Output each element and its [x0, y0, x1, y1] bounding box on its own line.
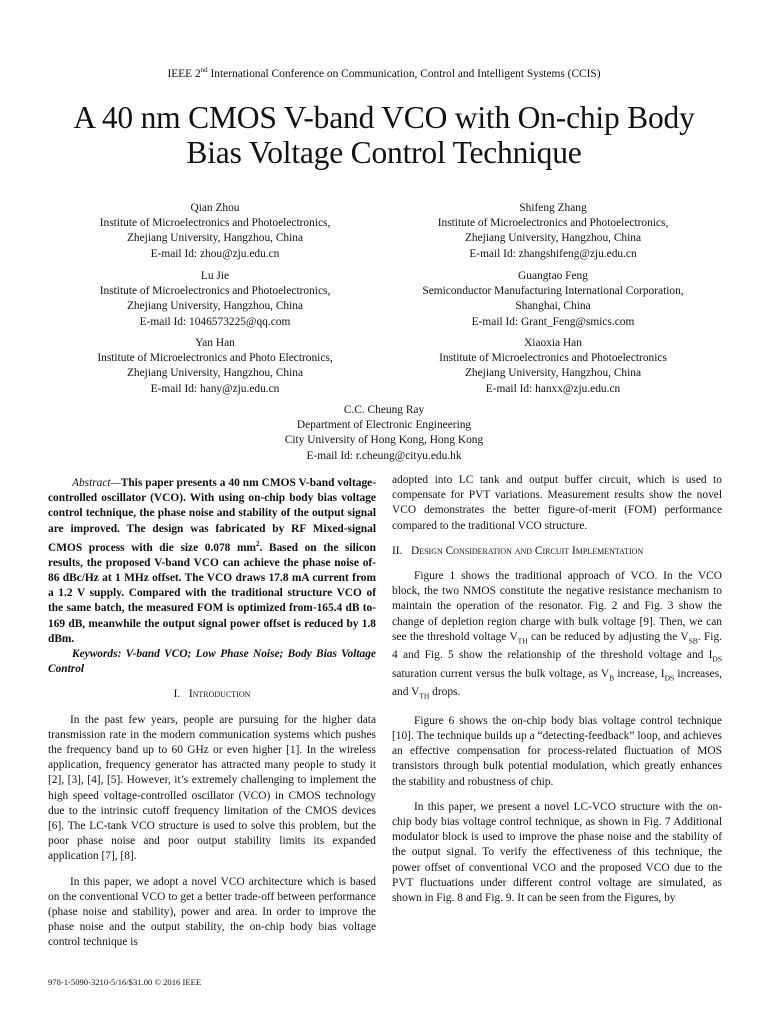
abstract: Abstract—This paper presents a 40 nm CMOS V-band voltage-controlled oscillator (VCO). With using on-chip body bias voltage control technique, the phase noise and stability of the output signal are improved. The design was fabricated by RF Mixed-signal CMOS process with die size 0.078 $mm^2$. Based on the silicon results, the proposed V-band VCO can achieve the phase noise of-86 dBc/Hz at 1 MHz offset. The VCO draws 17.8 mA current from a 1.2 V supply. Compared with the traditional structure VCO of the same batch, the measured FOM is optimized from-165.4 dB to-169 dB, meanwhile the output signal power offset is reduced by 1.8 dBm. [48, 477, 376, 645]
paragraph: Figure 6 shows the on-chip body bias voltage control technique [10]. The technique builds up a “detecting-feedback” loop, and achieves an effective compensation for process-related fluctuation of MOS transistors through bulk potential modulation, which greatly enhances the stability and robustness of chip. [392, 714, 722, 788]
author-affiliation: Semiconductor Manufacturing International Corporation, [422, 285, 684, 298]
title-line-1: A 40 nm CMOS V-band VCO with On-chip Body [73, 100, 695, 135]
author-block [45, 201, 385, 262]
paragraph: In this paper, we adopt a novel VCO architecture which is based on the conventional VCO to get a better trade-off between performance (phase noise and stability), power and area. In order to improve the phase noise and the output stability, the on-chip body bias voltage control technique is [48, 875, 376, 949]
paragraph: In this paper, we present a novel LC-VCO structure with the on-chip body bias voltage control technique, as shown in Fig. 7 Additional modulator block is used to improve the phase noise and the stability of the output signal. To verify the effectiveness of this technique, the power offset of conventional VCO and the proposed VCO due to the PVT fluctuations under different control voltage are simulated, as shown in Fig. 8 and Fig. 9. It can be seen from the Figures, by [392, 800, 722, 904]
left-column [48, 476, 376, 951]
author-affiliation: City University of Hong Kong, Hong Kong [284, 434, 484, 447]
author-name: C.C. Cheung Ray [343, 404, 425, 416]
author-name: Lu Jie [200, 270, 230, 282]
author-affiliation: Department of Electronic Engineering [296, 419, 472, 432]
author-name: Qian Zhou [190, 202, 240, 214]
title-line-2: Bias Voltage Control Technique [186, 135, 582, 170]
paragraph: Figure 1 shows the traditional approach of VCO. In the VCO block, the two NMOS constitute the negative resistance mechanism to maintain the operation of the resonator. Fig. 2 and Fig. 3 show the change of depletion region charge with bulk voltage [9]. Then, we can see the threshold voltage $V_{TH}$ can be reduced by adjusting the $V_{SB}$. Fig. 4 and Fig. 5 show the relationship of the threshold voltage and $I_{DS}$ saturation current versus the bulk voltage, as $V_B$ increase, $I_{DS}$ increases, and $V_{TH}$ drops. [392, 570, 722, 701]
author-block [383, 201, 723, 262]
author-name: Guangtao Feng [518, 270, 588, 282]
author-affiliation: Zhejiang University, Hangzhou, China [126, 300, 304, 313]
author-block [383, 336, 723, 397]
paper-title [30, 100, 738, 170]
keywords: Keywords: V-band VCO; Low Phase Noise; Body Bias Voltage Control [48, 648, 376, 676]
author-affiliation: Institute of Microelectronics and Photoelectronics [439, 352, 667, 365]
author-block [383, 269, 723, 330]
paragraph: In the past few years, people are pursuing for the higher data transmission rate in the modern communication systems which pushes the frequency band up to 60 GHz or even higher [1]. In the wireless application, frequency generator has attracted many people to study it [2], [3], [4], [5]. However, it’s extremely challenging to implement the high speed voltage-controlled oscillator (VCO) in CMOS technology due to the intrinsic cutoff frequency limitation of the CMOS devices [6]. The LC-tank VCO structure is used to solve this problem, but the poor phase noise and poor output stability limits its expanded application [7], [8]. [48, 713, 376, 863]
author-email: E-mail Id: r.cheung@cityu.edu.hk [306, 449, 462, 462]
author-affiliation: Shanghai, China [515, 300, 591, 313]
author-affiliation: Zhejiang University, Hangzhou, China [126, 367, 304, 380]
author-affiliation: Zhejiang University, Hangzhou, China [464, 232, 642, 245]
right-column [392, 473, 722, 906]
author-affiliation: Institute of Microelectronics and Photo Electronics, [97, 352, 333, 365]
conference-header: IEEE 2nd International Conference on Communication, Control and Intelligent Systems (CCIS) [167, 66, 601, 80]
author-email: E-mail Id: zhangshifeng@zju.edu.cn [469, 247, 637, 260]
paragraph: adopted into LC tank and output buffer circuit, which is used to compensate for PVT variations. Measurement results show the novel VCO demonstrates the better figure-of-merit (FOM) performance compared to the traditional VCO structure. [392, 474, 722, 532]
author-name: Yan Han [195, 337, 235, 349]
section-heading-design: II. Design Consideration and Circuit Implementation [392, 544, 644, 557]
author-name: Shifeng Zhang [519, 202, 587, 214]
author-affiliation: Institute of Microelectronics and Photoelectronics, [99, 217, 331, 230]
author-affiliation: Institute of Microelectronics and Photoelectronics, [437, 217, 669, 230]
author-email: E-mail Id: Grant_Feng@smics.com [471, 315, 635, 328]
author-block [45, 336, 385, 397]
author-affiliation: Zhejiang University, Hangzhou, China [126, 232, 304, 245]
copyright-footer: 978-1-5090-3210-5/16/$31.00 © 2016 IEEE [48, 977, 202, 987]
author-affiliation: Zhejiang University, Hangzhou, China [464, 367, 642, 380]
section-heading-introduction: I. Introduction [173, 688, 251, 701]
author-block [45, 269, 385, 330]
author-email: E-mail Id: zhou@zju.edu.cn [150, 247, 280, 260]
author-email: E-mail Id: 1046573225@qq.com [139, 315, 291, 328]
author-affiliation: Institute of Microelectronics and Photoelectronics, [99, 285, 331, 298]
author-block [214, 403, 554, 464]
author-email: E-mail Id: hanxx@zju.edu.cn [485, 382, 621, 395]
author-name: Xiaoxia Han [524, 337, 582, 349]
author-email: E-mail Id: hany@zju.edu.cn [150, 382, 280, 395]
